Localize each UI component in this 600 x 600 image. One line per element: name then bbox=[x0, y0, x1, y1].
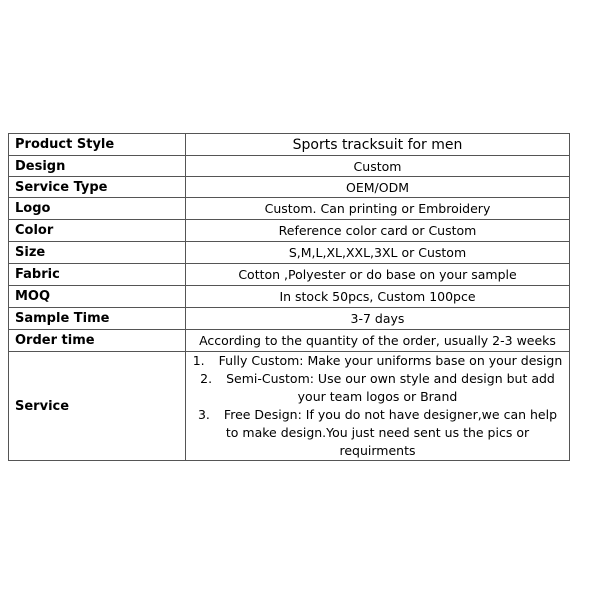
table-row bbox=[9, 134, 570, 156]
row-label: Order time bbox=[9, 330, 186, 352]
list-item bbox=[192, 406, 563, 460]
row-value: Custom bbox=[186, 156, 570, 177]
list-number: 2. bbox=[200, 371, 213, 386]
table-row bbox=[9, 242, 570, 264]
row-label: Service Type bbox=[9, 177, 186, 198]
row-label: Color bbox=[9, 220, 186, 242]
list-text: Semi-Custom: Use our own style and design but add your team logos or Brand bbox=[226, 371, 555, 404]
row-label: Logo bbox=[9, 198, 186, 220]
row-value: Reference color card or Custom bbox=[186, 220, 570, 242]
row-value: OEM/ODM bbox=[186, 177, 570, 198]
row-label: Sample Time bbox=[9, 308, 186, 330]
list-item bbox=[192, 352, 563, 370]
row-value: Cotton ,Polyester or do base on your sample bbox=[186, 264, 570, 286]
table-row bbox=[9, 264, 570, 286]
row-value: In stock 50pcs, Custom 100pce bbox=[186, 286, 570, 308]
row-label: MOQ bbox=[9, 286, 186, 308]
list-text: Free Design: If you do not have designer,we can help to make design.You just need sent us the pics or requirments bbox=[223, 407, 558, 458]
row-value: According to the quantity of the order, usually 2-3 weeks bbox=[186, 330, 570, 352]
table-row bbox=[9, 330, 570, 352]
table-row-service bbox=[9, 352, 570, 461]
row-label: Fabric bbox=[9, 264, 186, 286]
row-label: Service bbox=[9, 352, 186, 461]
row-value: S,M,L,XL,XXL,3XL or Custom bbox=[186, 242, 570, 264]
list-item bbox=[192, 370, 563, 406]
product-spec-table bbox=[8, 133, 570, 461]
list-number: 1. bbox=[192, 353, 205, 368]
table-row bbox=[9, 286, 570, 308]
table-row bbox=[9, 220, 570, 242]
service-list bbox=[192, 352, 563, 460]
row-label: Design bbox=[9, 156, 186, 177]
table-row bbox=[9, 177, 570, 198]
row-label: Product Style bbox=[9, 134, 186, 156]
table-row bbox=[9, 198, 570, 220]
table-row bbox=[9, 308, 570, 330]
list-number: 3. bbox=[197, 407, 210, 422]
row-value: Sports tracksuit for men bbox=[186, 134, 570, 156]
row-value: Custom. Can printing or Embroidery bbox=[186, 198, 570, 220]
row-label: Size bbox=[9, 242, 186, 264]
table-row bbox=[9, 156, 570, 177]
service-value bbox=[186, 352, 570, 461]
row-value: 3-7 days bbox=[186, 308, 570, 330]
list-text: Fully Custom: Make your uniforms base on your design bbox=[218, 353, 563, 368]
